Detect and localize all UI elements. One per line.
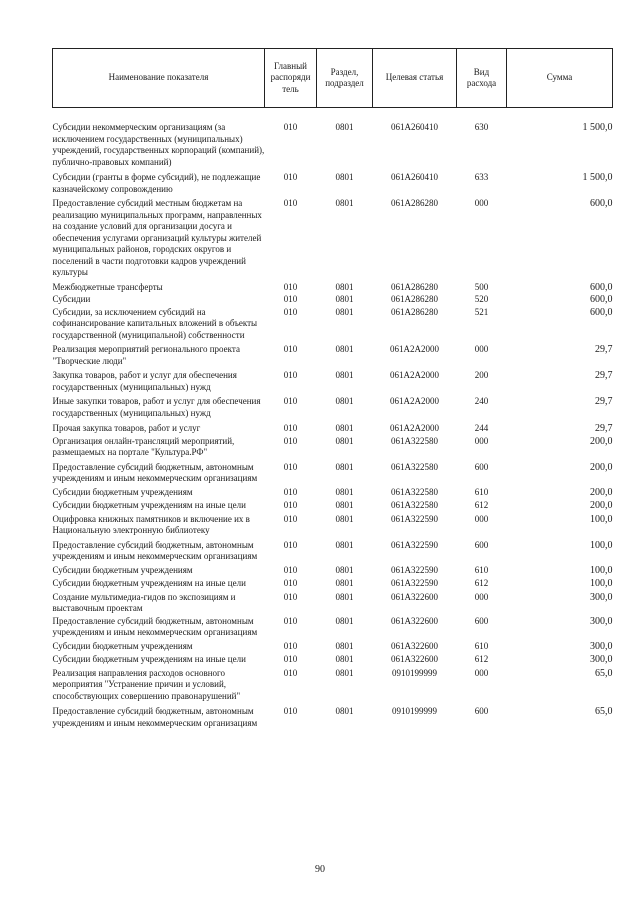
row-razdel: 0801 [335, 435, 354, 446]
row-celevaya: 061А322600 [391, 615, 438, 626]
row-name: Субсидии [52, 294, 91, 304]
table-row [53, 279, 613, 294]
table-row [53, 195, 613, 279]
row-name: Иные закупки товаров, работ и услуг для обеспечения государственных (муниципальных) нужд [52, 396, 261, 418]
row-glavny: 010 [283, 591, 298, 602]
row-summa: 100,0 [590, 539, 613, 551]
row-vid: 633 [474, 172, 489, 182]
row-name: Субсидии бюджетным учреждениям [52, 486, 193, 497]
row-celevaya: 061А286280 [391, 281, 438, 292]
row-name: Субсидии бюджетным учреждениям на иные цели [52, 578, 246, 588]
table-row [53, 576, 613, 590]
row-vid: 610 [474, 564, 489, 575]
row-razdel: 0801 [335, 281, 354, 292]
row-razdel: 0801 [335, 513, 354, 524]
row-summa: 300,0 [590, 615, 613, 627]
table-row [53, 652, 613, 666]
row-razdel: 0801 [335, 370, 354, 380]
row-glavny: 010 [283, 706, 298, 716]
row-name: Субсидии некоммерческим организациям (за исключением государственных (муниципальных) учреждений, государственных корпораций (компаний), публично-правовых компаний) [52, 122, 265, 167]
row-summa: 100,0 [590, 513, 613, 525]
header-name: Наименование показателя [53, 49, 265, 108]
row-vid: 600 [474, 615, 489, 626]
row-summa: 200,0 [590, 461, 613, 473]
header-razdel: Раздел, подраздел [317, 49, 373, 108]
table-row [53, 419, 613, 435]
row-celevaya: 0910199999 [392, 667, 437, 678]
row-celevaya: 061А322600 [391, 591, 438, 602]
row-name: Предоставление субсидий бюджетным, автономным учреждениям и иным некоммерческим организациям [52, 539, 258, 561]
row-razdel: 0801 [335, 344, 354, 354]
row-glavny: 010 [283, 172, 298, 182]
row-glavny: 010 [283, 344, 298, 354]
row-vid: 200 [474, 370, 489, 380]
row-celevaya: 061А260410 [391, 122, 438, 132]
row-razdel: 0801 [335, 640, 354, 651]
header-glavny: Главный распоряди тель [265, 49, 317, 108]
row-razdel: 0801 [335, 578, 354, 588]
row-celevaya: 061А286280 [391, 294, 438, 304]
row-celevaya: 061А286280 [391, 306, 438, 317]
table-row [53, 498, 613, 512]
row-glavny: 010 [283, 486, 298, 497]
row-celevaya: 061А2А2000 [390, 370, 439, 380]
row-glavny: 010 [283, 578, 298, 588]
row-glavny: 010 [283, 396, 298, 406]
row-summa: 200,0 [590, 486, 613, 498]
row-razdel: 0801 [335, 172, 354, 182]
table-header-row [53, 49, 613, 108]
row-glavny: 010 [283, 435, 298, 446]
row-summa: 29,7 [595, 370, 613, 381]
row-razdel: 0801 [335, 294, 354, 304]
row-razdel: 0801 [335, 564, 354, 575]
row-summa: 29,7 [595, 396, 613, 407]
row-celevaya: 061А322590 [391, 578, 438, 588]
row-vid: 521 [474, 306, 489, 317]
row-vid: 612 [474, 654, 489, 664]
row-celevaya: 061А322600 [391, 640, 438, 651]
row-celevaya: 061А322580 [391, 435, 438, 446]
row-vid: 240 [474, 396, 489, 406]
row-name: Субсидии бюджетным учреждениям [52, 640, 193, 651]
row-vid: 000 [474, 344, 489, 354]
row-name: Предоставление субсидий бюджетным, автономным учреждениям и иным некоммерческим организациям [52, 461, 258, 483]
row-vid: 244 [474, 423, 489, 433]
row-glavny: 010 [283, 370, 298, 380]
row-glavny: 010 [283, 294, 298, 304]
table-body [53, 108, 613, 730]
row-razdel: 0801 [335, 423, 354, 433]
row-razdel: 0801 [335, 122, 354, 132]
row-glavny: 010 [283, 564, 298, 575]
table-row [53, 537, 613, 563]
row-vid: 610 [474, 486, 489, 497]
row-razdel: 0801 [335, 486, 354, 497]
table-row [53, 615, 613, 639]
row-razdel: 0801 [335, 396, 354, 406]
row-vid: 600 [474, 461, 489, 472]
row-glavny: 010 [283, 198, 298, 208]
row-vid: 000 [474, 667, 489, 678]
row-glavny: 010 [283, 513, 298, 524]
row-vid: 612 [474, 578, 489, 588]
row-summa: 200,0 [590, 435, 613, 447]
row-summa: 100,0 [590, 578, 613, 589]
table-row [53, 485, 613, 499]
row-name: Субсидии бюджетным учреждениям [52, 564, 193, 575]
row-name: Субсидии, за исключением субсидий на софинансирование капитальных вложений в объекты государственной (муниципальной) собственности [52, 306, 258, 340]
row-name: Межбюджетные трансферты [52, 281, 163, 292]
table-row [53, 563, 613, 577]
row-summa: 29,7 [595, 344, 613, 355]
table-row [53, 367, 613, 393]
page-number: 90 [315, 864, 325, 875]
table-row [53, 393, 613, 419]
table-row [53, 168, 613, 195]
row-summa: 100,0 [590, 564, 613, 576]
table-row [53, 639, 613, 653]
row-name: Прочая закупка товаров, работ и услуг [52, 423, 201, 433]
row-name: Предоставление субсидий бюджетным, автономным учреждениям и иным некоммерческим организациям [52, 615, 258, 637]
row-celevaya: 061А286280 [391, 198, 438, 208]
row-name: Субсидии бюджетным учреждениям на иные цели [52, 654, 246, 664]
row-glavny: 010 [283, 539, 298, 550]
row-name: Оцифровка книжных памятников и включение их в Национальную электронную библиотеку [52, 513, 250, 535]
row-razdel: 0801 [335, 591, 354, 602]
row-vid: 520 [474, 294, 489, 304]
row-vid: 612 [474, 500, 489, 510]
row-name: Субсидии (гранты в форме субсидий), не подлежащие казначейскому сопровождению [52, 172, 261, 194]
row-name: Субсидии бюджетным учреждениям на иные цели [52, 500, 246, 510]
row-summa: 600,0 [590, 281, 613, 293]
row-summa: 600,0 [590, 294, 613, 305]
table-row [53, 435, 613, 459]
row-glavny: 010 [283, 500, 298, 510]
table-row [53, 590, 613, 615]
row-vid: 000 [474, 513, 489, 524]
header-celevaya: Целевая статья [373, 49, 457, 108]
row-name: Реализация направления расходов основного мероприятия "Устранение причин и условий, способствующих совершению правонарушений" [52, 667, 241, 701]
table-row [53, 666, 613, 703]
row-glavny: 010 [283, 423, 298, 433]
row-razdel: 0801 [335, 706, 354, 716]
row-summa: 65,0 [595, 667, 613, 679]
row-celevaya: 061А322590 [391, 513, 438, 524]
row-celevaya: 061А322580 [391, 461, 438, 472]
row-name: Реализация мероприятий регионального проекта "Творческие люди" [52, 344, 240, 366]
budget-table [52, 48, 613, 729]
row-celevaya: 061А322580 [391, 500, 438, 510]
row-summa: 300,0 [590, 640, 613, 652]
row-vid: 600 [474, 539, 489, 550]
row-name: Предоставление субсидий местным бюджетам на реализацию муниципальных программ, направленных на создание условий для организации досуга и обеспечения услугами организаций культуры жителей муниципальных районов, городских округов и поселений в части подготовки кадров учреждений культуры [52, 198, 262, 277]
row-razdel: 0801 [335, 615, 354, 626]
row-razdel: 0801 [335, 461, 354, 472]
header-summa: Сумма [507, 49, 613, 108]
row-summa: 300,0 [590, 591, 613, 603]
row-glavny: 010 [283, 615, 298, 626]
row-name: Предоставление субсидий бюджетным, автономным учреждениям и иным некоммерческим организациям [52, 706, 258, 728]
row-vid: 600 [474, 706, 489, 716]
row-summa: 600,0 [590, 198, 613, 209]
row-celevaya: 0910199999 [392, 706, 437, 716]
table-row [53, 459, 613, 485]
row-celevaya: 061А322590 [391, 539, 438, 550]
row-vid: 500 [474, 281, 489, 292]
table-row [53, 512, 613, 537]
row-summa: 300,0 [590, 654, 613, 665]
table-row [53, 306, 613, 342]
row-name: Закупка товаров, работ и услуг для обеспечения государственных (муниципальных) нужд [52, 370, 237, 392]
row-celevaya: 061А2А2000 [390, 344, 439, 354]
row-razdel: 0801 [335, 500, 354, 510]
row-glavny: 010 [283, 281, 298, 292]
row-razdel: 0801 [335, 198, 354, 208]
row-vid: 610 [474, 640, 489, 651]
row-celevaya: 061А322600 [391, 654, 438, 664]
row-summa: 29,7 [595, 423, 613, 434]
row-razdel: 0801 [335, 667, 354, 678]
row-vid: 630 [474, 122, 489, 132]
row-celevaya: 061А2А2000 [390, 396, 439, 406]
row-celevaya: 061А260410 [391, 172, 438, 182]
row-vid: 000 [474, 591, 489, 602]
row-razdel: 0801 [335, 654, 354, 664]
row-glavny: 010 [283, 654, 298, 664]
row-glavny: 010 [283, 640, 298, 651]
row-celevaya: 061А322590 [391, 564, 438, 575]
table-row [53, 108, 613, 169]
row-name: Организация онлайн-трансляций мероприятий, размещаемых на портале "Культура.РФ" [52, 435, 235, 457]
header-vid: Вид расхода [457, 49, 507, 108]
row-vid: 000 [474, 435, 489, 446]
row-vid: 000 [474, 198, 489, 208]
row-summa: 1 500,0 [582, 122, 613, 133]
row-summa: 65,0 [595, 706, 613, 717]
row-celevaya: 061А2А2000 [390, 423, 439, 433]
row-glavny: 010 [283, 461, 298, 472]
row-celevaya: 061А322580 [391, 486, 438, 497]
row-name: Создание мультимедиа-гидов по экспозициям и выставочным проектам [52, 591, 236, 613]
table-row [53, 293, 613, 306]
row-summa: 200,0 [590, 500, 613, 511]
row-summa: 600,0 [590, 306, 613, 318]
row-glavny: 010 [283, 122, 298, 132]
row-glavny: 010 [283, 667, 298, 678]
table-row [53, 341, 613, 367]
row-glavny: 010 [283, 306, 298, 317]
row-summa: 1 500,0 [582, 172, 613, 183]
row-razdel: 0801 [335, 539, 354, 550]
row-razdel: 0801 [335, 306, 354, 317]
table-row [53, 702, 613, 729]
